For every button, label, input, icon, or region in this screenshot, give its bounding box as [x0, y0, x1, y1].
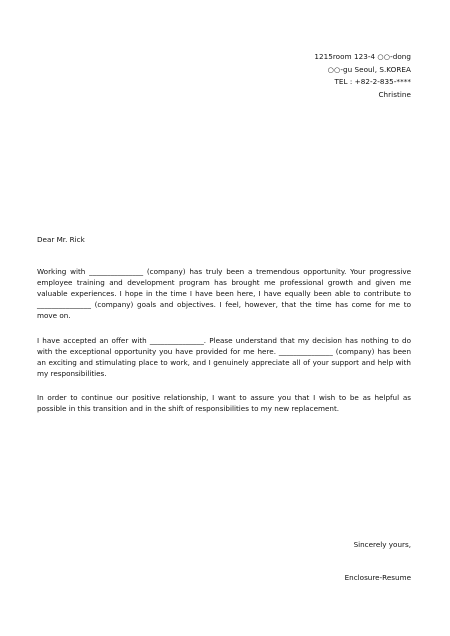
body-paragraph-2: I have accepted an offer with _______________. Please understand that my decision has nothing to do with the exceptional opportunity you have provided for me here. _______________ (company) has been an exciting and stimulating place to work, and I genuinely appreciate all of your support and help with my responsibilities. — [37, 336, 411, 379]
address-line-phone: TEL : +82-2-835-**** — [334, 77, 411, 86]
address-line-city: ○○-gu Seoul, S.KOREA — [327, 64, 411, 74]
closing: Sincerely yours, — [353, 540, 411, 549]
salutation: Dear Mr. Rick — [37, 235, 85, 244]
address-line-street: 1215room 123-4 ○○-dong — [314, 52, 411, 61]
body-paragraph-3: In order to continue our positive relationship, I want to assure you that I wish to be as helpful as possible in this transition and in the shift of responsibilities to my new replacement. — [37, 393, 411, 414]
body-paragraph-1: Working with _______________ (company) has truly been a tremendous opportunity. Your progressive employee training and development program has brought me professional growth and given me valuable experiences. I hope in the time I have been here, I have equally been able to contribute to _______________ (company) goals and objectives. I feel, however, that the time has come for me to move on. — [37, 267, 411, 321]
sender-name: Christine — [378, 89, 411, 99]
enclosure-note: Enclosure-Resume — [344, 573, 411, 582]
sender-address-block — [314, 51, 411, 101]
